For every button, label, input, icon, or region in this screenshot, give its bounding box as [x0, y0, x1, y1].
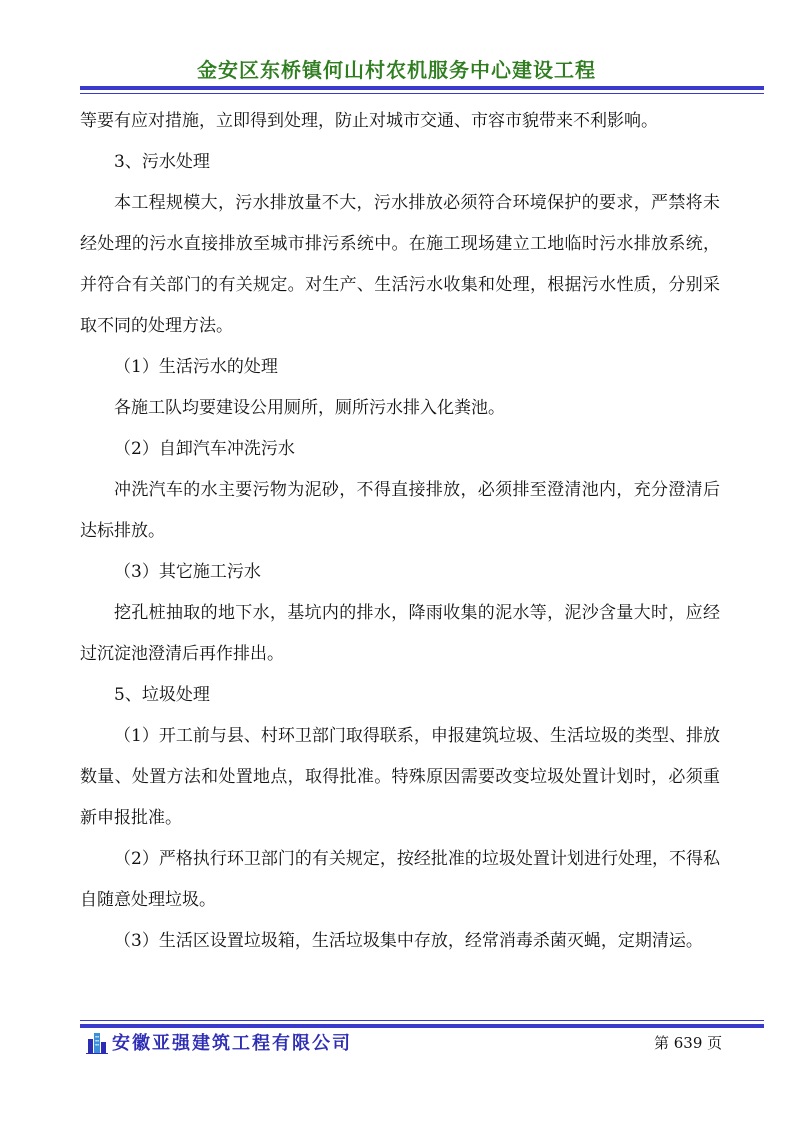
paragraph-truck-wash-sewage: 冲洗汽车的水主要污物为泥砂，不得直接排放，必须排至澄清池内，充分澄清后达标排放。: [80, 480, 720, 541]
header-rule-thin: [80, 93, 764, 94]
paragraph-continuation: 等要有应对措施，立即得到处理，防止对城市交通、市容市貌带来不利影响。: [80, 111, 658, 131]
building-logo-icon: [86, 1030, 108, 1054]
heading-sewage-treatment: 3、污水处理: [114, 152, 210, 172]
page-header-title: 金安区东桥镇何山村农机服务中心建设工程: [197, 58, 596, 82]
company-name: 安徽亚强建筑工程有限公司: [112, 1033, 352, 1054]
paragraph-garbage-2: （2）严格执行环卫部门的有关规定，按经批准的垃圾处置计划进行处理，不得私自随意处理垃圾。: [80, 849, 720, 910]
subheading-other-sewage: （3）其它施工污水: [114, 562, 261, 582]
document-body: [80, 101, 720, 962]
page-number: 第 639 页: [654, 1034, 723, 1052]
paragraph-other-sewage: 挖孔桩抽取的地下水，基坑内的排水，降雨收集的泥水等，泥沙含量大时，应经过沉淀池澄清后再作排出。: [80, 603, 720, 664]
header-rule-thick: [80, 86, 764, 90]
footer-rule-thin: [80, 1020, 764, 1021]
footer-company: [86, 1029, 352, 1055]
paragraph-sewage-overview: 本工程规模大，污水排放量不大，污水排放必须符合环境保护的要求，严禁将未经处理的污水直接排放至城市排污系统中。在施工现场建立工地临时污水排放系统，并符合有关部门的有关规定。对生产、生活污水收集和处理，根据污水性质，分别采取不同的处理方法。: [80, 193, 720, 336]
paragraph-domestic-sewage: 各施工队均要建设公用厕所，厕所污水排入化粪池。: [114, 398, 505, 418]
subheading-truck-wash-sewage: （2）自卸汽车冲洗污水: [114, 439, 295, 459]
paragraph-garbage-1: （1）开工前与县、村环卫部门取得联系，申报建筑垃圾、生活垃圾的类型、排放数量、处置方法和处置地点，取得批准。特殊原因需要改变垃圾处置计划时，必须重新申报批准。: [80, 726, 720, 828]
paragraph-garbage-3: （3）生活区设置垃圾箱，生活垃圾集中存放，经常消毒杀菌灭蝇，定期清运。: [114, 931, 703, 951]
footer-rule-thick: [80, 1024, 764, 1028]
subheading-domestic-sewage: （1）生活污水的处理: [114, 357, 278, 377]
heading-garbage-treatment: 5、垃圾处理: [114, 685, 210, 705]
